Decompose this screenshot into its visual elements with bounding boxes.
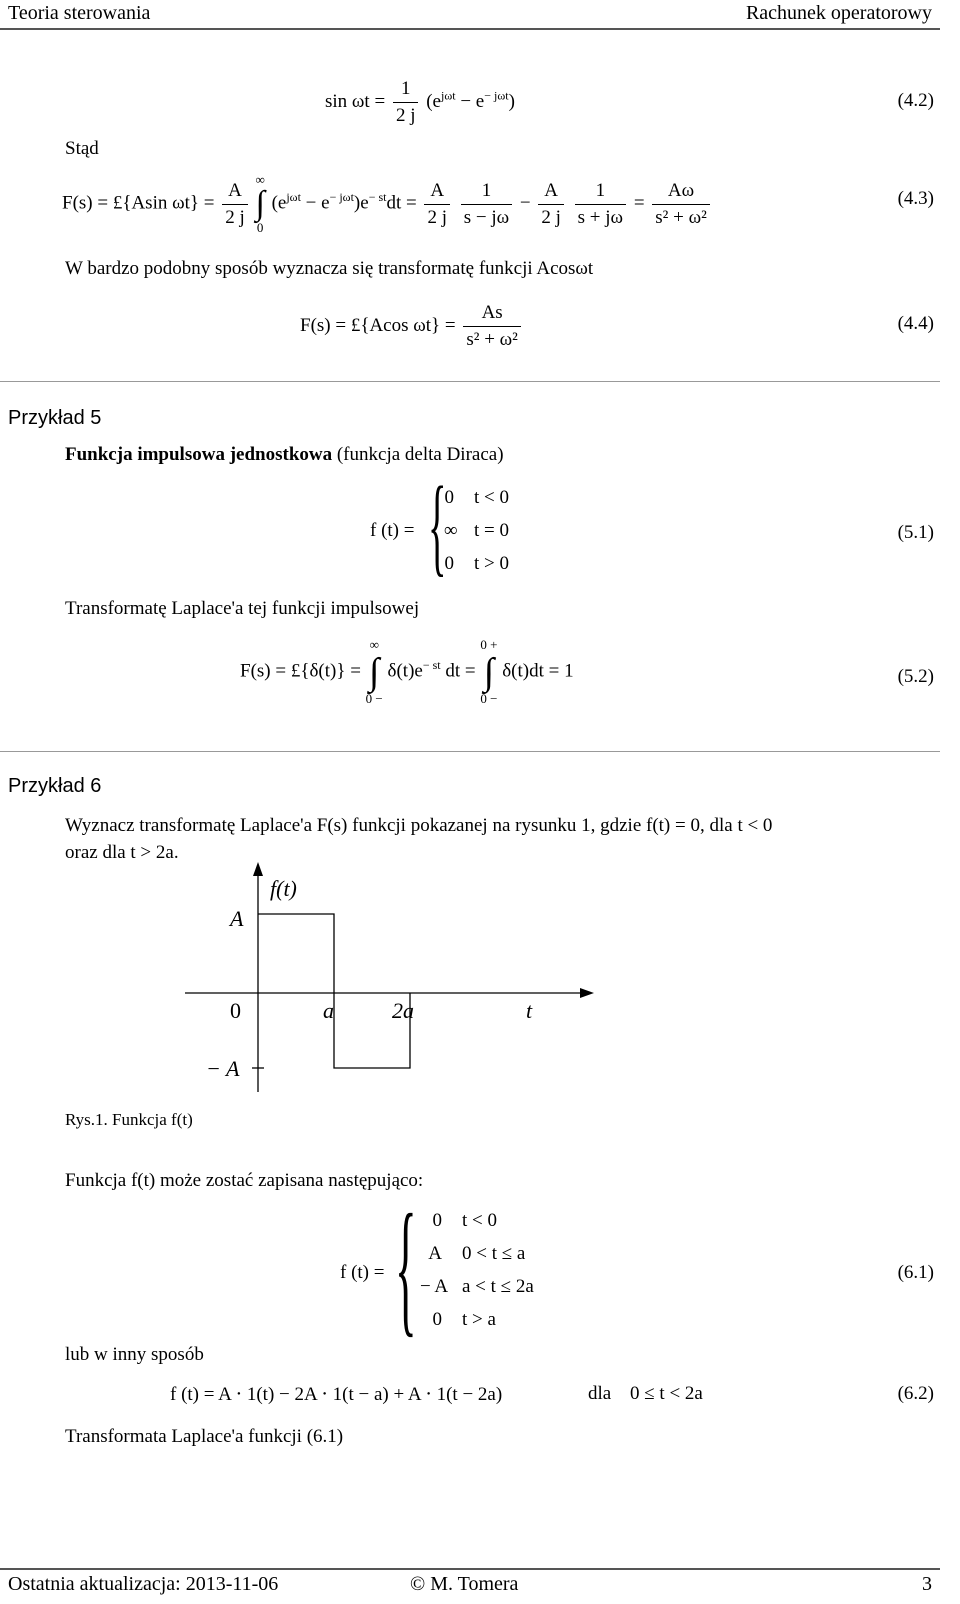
y-axis-arrow xyxy=(253,862,263,876)
example5-case-condition: t < 0 xyxy=(474,487,509,508)
equation-number-6-1: (6.1) xyxy=(897,1262,934,1283)
figure-tick-2a: 2a xyxy=(392,998,414,1023)
example5-subtitle: Funkcja impulsowa jednostkowa (funkcja delta Diraca) xyxy=(65,444,504,465)
section-rule-2 xyxy=(0,751,940,752)
figure-ylabel: f(t) xyxy=(270,876,297,901)
example6-text5: Transformata Laplace'a funkcji (6.1) xyxy=(65,1426,344,1447)
equation-6-2-cond: 0 ≤ t < 2a xyxy=(630,1383,703,1404)
header-left: Teoria sterowania xyxy=(8,2,151,24)
equation-number-5-2: (5.2) xyxy=(897,666,934,687)
footer-center: © M. Tomera xyxy=(410,1573,519,1595)
example5-case-condition: t = 0 xyxy=(474,520,509,541)
equation-4-4: F(s) = £{Acos ωt} = $\frac{As}{\text{s² + ω²}}$ xyxy=(300,300,524,353)
example5-case-row xyxy=(444,487,509,509)
example6-text-line1: Wyznacz transformatę Laplace'a F(s) funkcji pokazanej na rysunku 1, gdzie f(t) = 0, dla t < 0 xyxy=(65,815,773,836)
equation-4-2: sin ωt = $\frac{1}{2 j}$ $(e^{j\omega t} - e^{- j\omega t})$ xyxy=(325,78,515,126)
example5-case-row xyxy=(444,553,509,575)
equation-6-2-dla: dla xyxy=(588,1383,612,1404)
equation-5-2: F(s) = £{δ(t)} = ∞ ∫ 0 − $\delta(t)e^{- st}$ dt = 0 + ∫ 0 − δ(t)dt = 1 xyxy=(240,637,574,706)
example6-case-row xyxy=(420,1210,497,1232)
example5-title: Przykład 5 xyxy=(8,407,102,429)
figure-rys1 xyxy=(180,860,600,1100)
equation-number-5-1: (5.1) xyxy=(897,522,934,543)
equation-4-3: F(s) = £{Asin ωt} = $\frac{A}{2 j}$ ∞ ∫ 0 $(e^{j\omega t} - e^{- j\omega t})e^{- st}dt$ = $\frac{A}{2 j}$ $\frac{1}{s - j\omega}$ − $\frac{A}{2 j}$ $\frac{1}{s + j\omega}$ = $\frac{A\omega}{\text{s² + ω²}}$ xyxy=(62,172,713,236)
example6-text4: lub w inny sposób xyxy=(65,1344,204,1365)
figure-caption: Rys.1. Funkcja f(t) xyxy=(65,1110,193,1129)
footer-rule xyxy=(0,1568,940,1570)
equation-number-4-4: (4.4) xyxy=(897,313,934,334)
figure-level-pos: A xyxy=(230,906,244,931)
figure-tick-a: a xyxy=(323,998,334,1023)
example6-case-condition: a < t ≤ 2a xyxy=(462,1276,534,1297)
equation-number-6-2: (6.2) xyxy=(897,1383,934,1404)
example6-brace: { xyxy=(395,1184,417,1350)
paragraph-acos: W bardzo podobny sposób wyznacza się transformatę funkcji Acosωt xyxy=(65,258,594,279)
example5-case-condition: t > 0 xyxy=(474,553,509,574)
example6-case-condition: t > a xyxy=(462,1309,496,1330)
footer-left: Ostatnia aktualizacja: 2013-11-06 xyxy=(8,1573,279,1595)
example6-case-value: 0 xyxy=(432,1309,442,1330)
example6-case-row xyxy=(420,1309,496,1331)
example5-case-value: 0 xyxy=(444,487,454,508)
example6-text3: Funkcja f(t) może zostać zapisana następująco: xyxy=(65,1170,424,1191)
figure-xlabel: t xyxy=(526,998,533,1023)
example5-text2: Transformatę Laplace'a tej funkcji impulsowej xyxy=(65,598,420,619)
example6-case-value: − A xyxy=(420,1276,449,1297)
header-right: Rachunek operatorowy xyxy=(745,2,932,24)
figure-origin: 0 xyxy=(230,998,241,1023)
example6-case-value: A xyxy=(428,1243,442,1264)
example6-title: Przykład 6 xyxy=(8,775,102,797)
example5-case-row xyxy=(444,520,509,542)
example6-case-row xyxy=(420,1243,525,1265)
equation-number-4-3: (4.3) xyxy=(897,188,934,209)
header-rule xyxy=(0,28,940,30)
example5-f-lhs: f (t) = xyxy=(370,520,415,541)
example6-case-condition: 0 < t ≤ a xyxy=(462,1243,526,1264)
section-rule-1 xyxy=(0,381,940,382)
figure-level-neg: − A xyxy=(206,1056,240,1081)
example5-brace: { xyxy=(428,464,447,586)
stad-text: Stąd xyxy=(65,138,99,159)
equation-6-2: f (t) = A ⋅ 1(t) − 2A ⋅ 1(t − a) + A ⋅ 1(t − 2a) xyxy=(170,1384,503,1405)
x-axis-arrow xyxy=(580,988,594,998)
example5-case-value: 0 xyxy=(444,553,454,574)
footer-page-number: 3 xyxy=(922,1573,932,1595)
example6-case-condition: t < 0 xyxy=(462,1210,497,1231)
example6-f-lhs: f (t) = xyxy=(340,1262,385,1283)
example6-text-line2: oraz dla t > 2a. xyxy=(65,842,179,863)
pulse-positive xyxy=(258,914,334,993)
equation-number-4-2: (4.2) xyxy=(897,90,934,111)
example5-case-value: ∞ xyxy=(444,520,458,541)
example6-case-row xyxy=(420,1276,534,1298)
example6-case-value: 0 xyxy=(432,1210,442,1231)
